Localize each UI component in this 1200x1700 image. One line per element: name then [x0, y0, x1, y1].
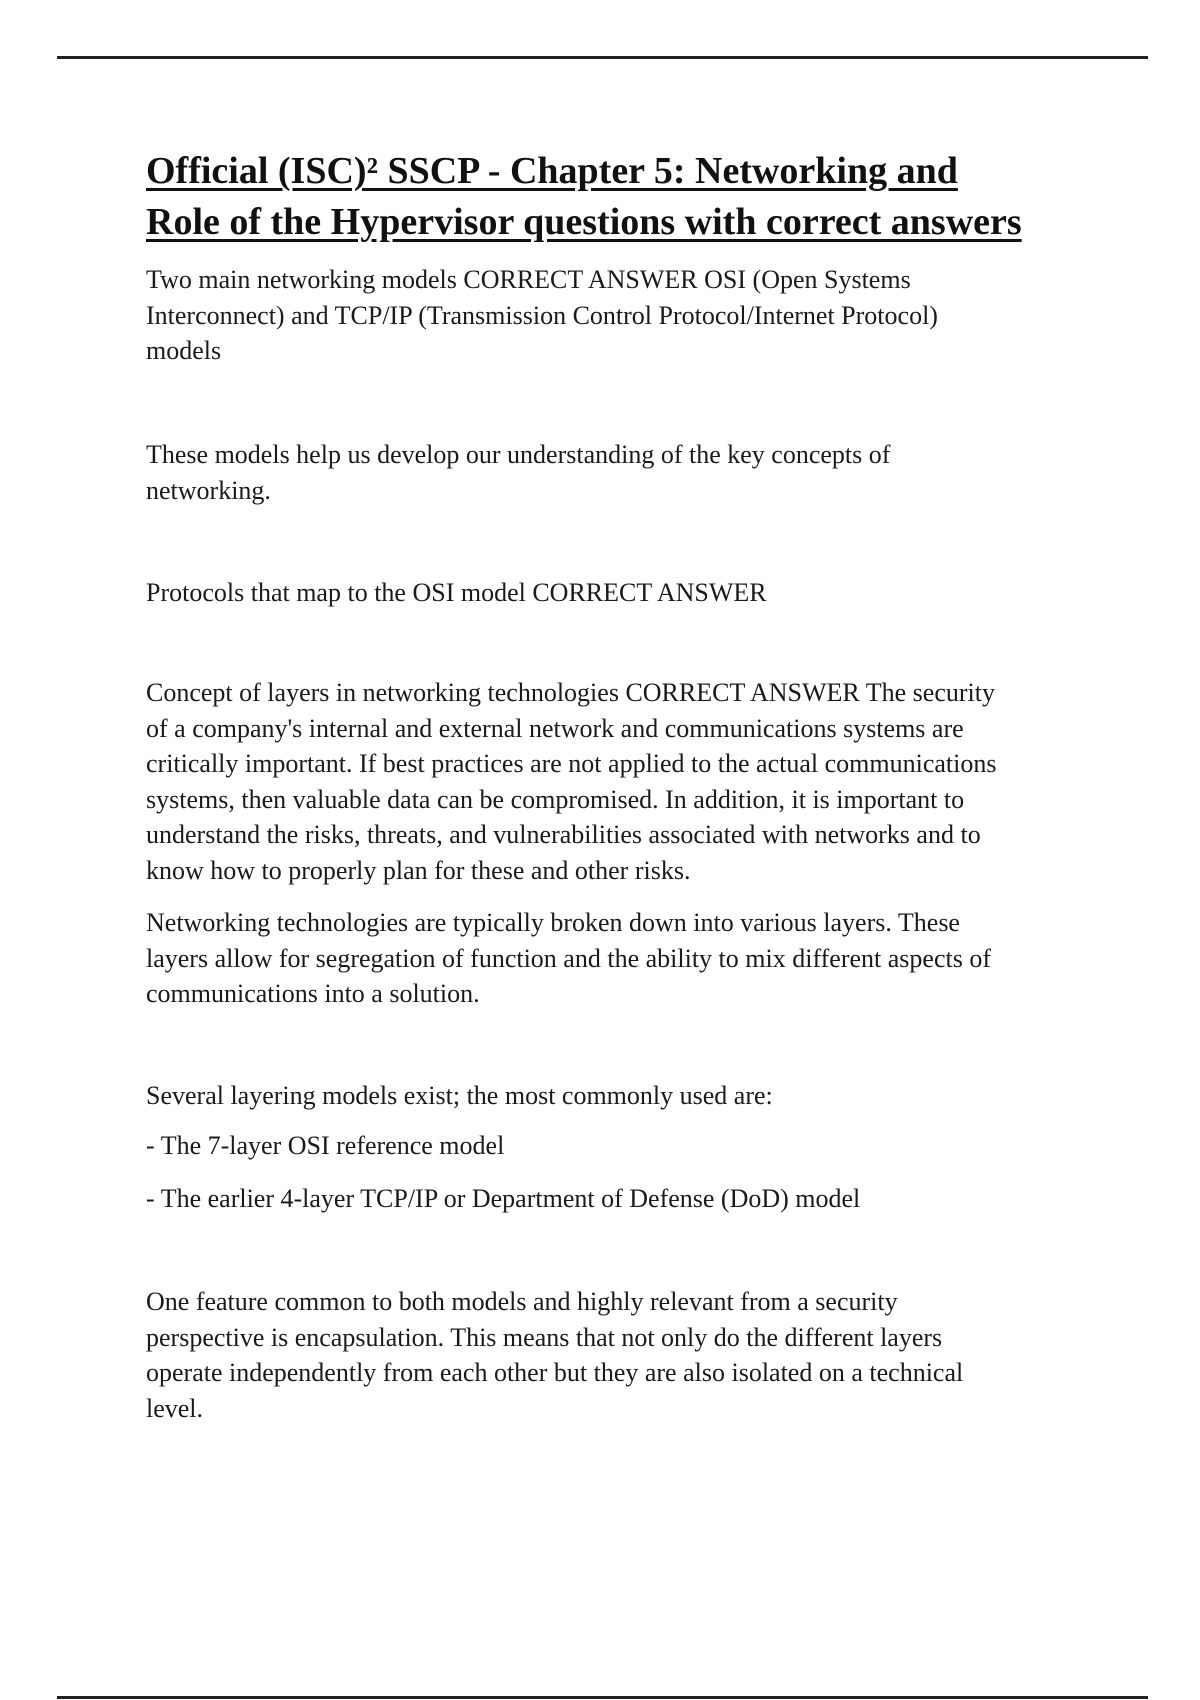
paragraph-line: Several layering models exist; the most commonly used are:: [146, 1081, 773, 1110]
paragraph-line: know how to properly plan for these and other risks.: [146, 855, 691, 885]
paragraph-line: layers allow for segregation of function and the ability to mix different aspects of: [146, 943, 991, 973]
qa-paragraph: [146, 675, 996, 888]
paragraph-line: Protocols that map to the OSI model CORRECT ANSWER: [146, 578, 767, 607]
qa-paragraph: [146, 1128, 504, 1164]
paragraph-line: Concept of layers in networking technologies CORRECT ANSWER The security: [146, 678, 995, 707]
paragraph-line: These models help us develop our understanding of the key concepts of: [146, 440, 891, 469]
qa-paragraph: [146, 262, 938, 369]
qa-paragraph: [146, 905, 991, 1012]
paragraph-line: Networking technologies are typically broken down into various layers. These: [146, 908, 960, 937]
qa-paragraph: [146, 1284, 963, 1426]
paragraph-line: - The 7-layer OSI reference model: [146, 1131, 505, 1160]
paragraph-line: Interconnect) and TCP/IP (Transmission Control Protocol/Internet Protocol): [146, 300, 938, 330]
paragraph-line: networking.: [146, 475, 271, 505]
paragraph-line: level.: [146, 1393, 204, 1423]
paragraph-line: of a company's internal and external network and communications systems are: [146, 713, 964, 743]
title-line: Official (ISC)² SSCP - Chapter 5: Networking and: [146, 150, 958, 192]
qa-paragraph: [146, 575, 767, 611]
qa-paragraph: [146, 437, 890, 508]
paragraph-line: operate independently from each other but they are also isolated on a technical: [146, 1358, 964, 1387]
top-rule: [57, 56, 1148, 59]
paragraph-line: Two main networking models CORRECT ANSWER OSI (Open Systems: [146, 265, 911, 294]
paragraph-line: - The earlier 4-layer TCP/IP or Department of Defense (DoD) model: [146, 1184, 861, 1213]
paragraph-line: models: [146, 336, 222, 365]
qa-paragraph: [146, 1181, 860, 1217]
paragraph-line: One feature common to both models and highly relevant from a security: [146, 1287, 898, 1316]
qa-paragraph: [146, 1078, 773, 1114]
paragraph-line: systems, then valuable data can be compromised. In addition, it is important to: [146, 784, 965, 814]
paragraph-line: perspective is encapsulation. This means that not only do the different layers: [146, 1322, 943, 1352]
document-title: [146, 146, 1022, 248]
bottom-rule: [57, 1696, 1148, 1699]
paragraph-line: communications into a solution.: [146, 979, 480, 1008]
paragraph-line: understand the risks, threats, and vulnerabilities associated with networks and to: [146, 820, 981, 849]
paragraph-line: critically important. If best practices are not applied to the actual communications: [146, 749, 997, 778]
title-line: Role of the Hypervisor questions with correct answers: [146, 201, 1022, 243]
